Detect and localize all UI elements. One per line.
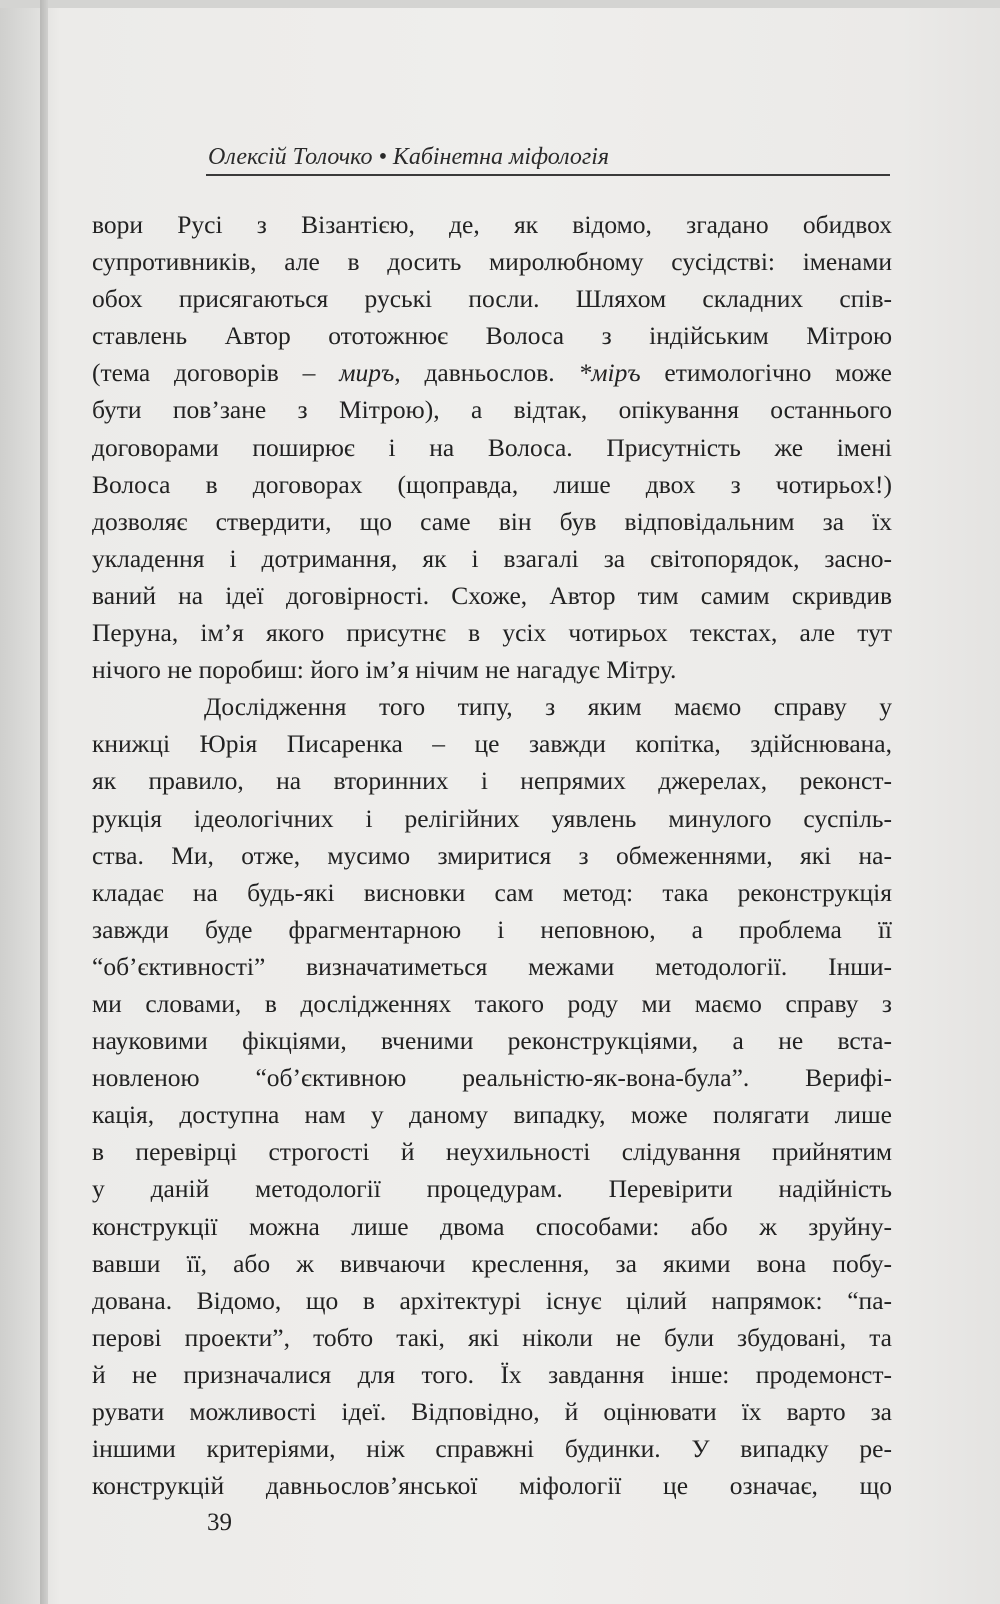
page-number: 39 xyxy=(207,1509,232,1536)
running-head-author: Олексій Толочко xyxy=(208,144,373,170)
text-line: укладення і дотримання, як і взагалі за світопорядок, засно- xyxy=(92,543,892,573)
text-line: новленою “об’єктивною реальністю-як-вона-була”. Верифі- xyxy=(92,1063,892,1093)
text-line: ства. Ми, отже, мусимо змиритися з обмеженнями, які на- xyxy=(92,840,892,870)
text-line: обох присягаються руські посли. Шляхом складних спів- xyxy=(92,284,892,314)
running-head xyxy=(208,144,888,171)
text-line: “об’єктивності” визначатиметься межами методології. Інши- xyxy=(92,951,892,981)
text-line: кладає на будь-які висновки сам метод: така реконструкція xyxy=(92,877,892,907)
text-line: ми словами, в дослідженнях такого роду ми маємо справу з xyxy=(92,988,892,1018)
text-line: Волоса в договорах (щоправда, лише двох з чотирьох!) xyxy=(92,469,892,499)
header-rule xyxy=(206,174,890,176)
text-line: бути пов’зане з Мітрою), а відтак, опікування останнього xyxy=(92,395,892,425)
text-line: рукція ідеологічних і релігійних уявлень минулого суспіль- xyxy=(92,803,892,833)
text-line: конструкцій давньослов’янської міфології це означає, що xyxy=(92,1471,892,1501)
body-text xyxy=(92,206,892,1504)
text-line: супротивників, але в досить миролюбному сусідстві: іменами xyxy=(92,247,892,277)
text-line: як правило, на вторинних і непрямих джерелах, реконст- xyxy=(92,766,892,796)
text-line: рувати можливості ідеї. Відповідно, й оцінювати їх варто за xyxy=(92,1397,892,1426)
book-spine-shadow xyxy=(40,0,48,1604)
text-line: кація, доступна нам у даному випадку, може полягати лише xyxy=(92,1100,892,1130)
running-head-title: Кабінетна міфологія xyxy=(392,144,610,170)
paragraph-first-line: Дослідження того типу, з яким маємо справу у xyxy=(204,692,892,722)
text-line: науковими фікціями, вченими реконструкціями, а не вста- xyxy=(92,1026,892,1056)
text-line: нічого не поробиш: його ім’я нічим не нагадує Мітру. xyxy=(92,655,677,685)
running-head-separator: • xyxy=(378,144,387,170)
text-line: (тема договорів – миръ, давньослов. *міръ етимологічно може xyxy=(92,358,893,388)
text-line: ставлень Автор ототожнює Волоса з індійським Мітрою xyxy=(92,321,892,351)
text-line: в перевірці строгості й неухильності слідування прийнятим xyxy=(92,1137,892,1167)
text-line: вори Русі з Візантією, де, як відомо, згадано обидвох xyxy=(92,210,892,239)
text-line: дозволяє ствердити, що саме він був відповідальним за їх xyxy=(92,506,892,536)
text-line: іншими критеріями, ніж справжні будинки. У випадку ре- xyxy=(92,1434,892,1464)
text-line: й не призначалися для того. Їх завдання інше: продемонст- xyxy=(92,1359,892,1389)
text-line: у даній методології процедурам. Перевірити надійність xyxy=(92,1174,892,1204)
text-line: перові проекти”, тобто такі, які ніколи не були збудовані, та xyxy=(92,1322,892,1352)
text-line: вавши її, або ж вивчаючи креслення, за якими вона побу- xyxy=(92,1248,892,1278)
page-top-edge xyxy=(0,0,1000,8)
text-line: Перуна, ім’я якого присутнє в усіх чотирьох текстах, але тут xyxy=(92,618,892,648)
text-line: завжди буде фрагментарною і неповною, а проблема її xyxy=(92,914,892,944)
text-line: ваний на ідеї договірності. Схоже, Автор тим самим скривдив xyxy=(92,580,892,610)
text-line: договорами поширює і на Волоса. Присутність же імені xyxy=(92,432,892,462)
text-line: дована. Відомо, що в архітектурі існує цілий напрямок: “па- xyxy=(92,1285,892,1315)
text-line: книжці Юрія Писаренка – це завжди копітка, здійснювана, xyxy=(92,729,892,759)
text-line: конструкції можна лише двома способами: або ж зруйну- xyxy=(92,1211,892,1241)
